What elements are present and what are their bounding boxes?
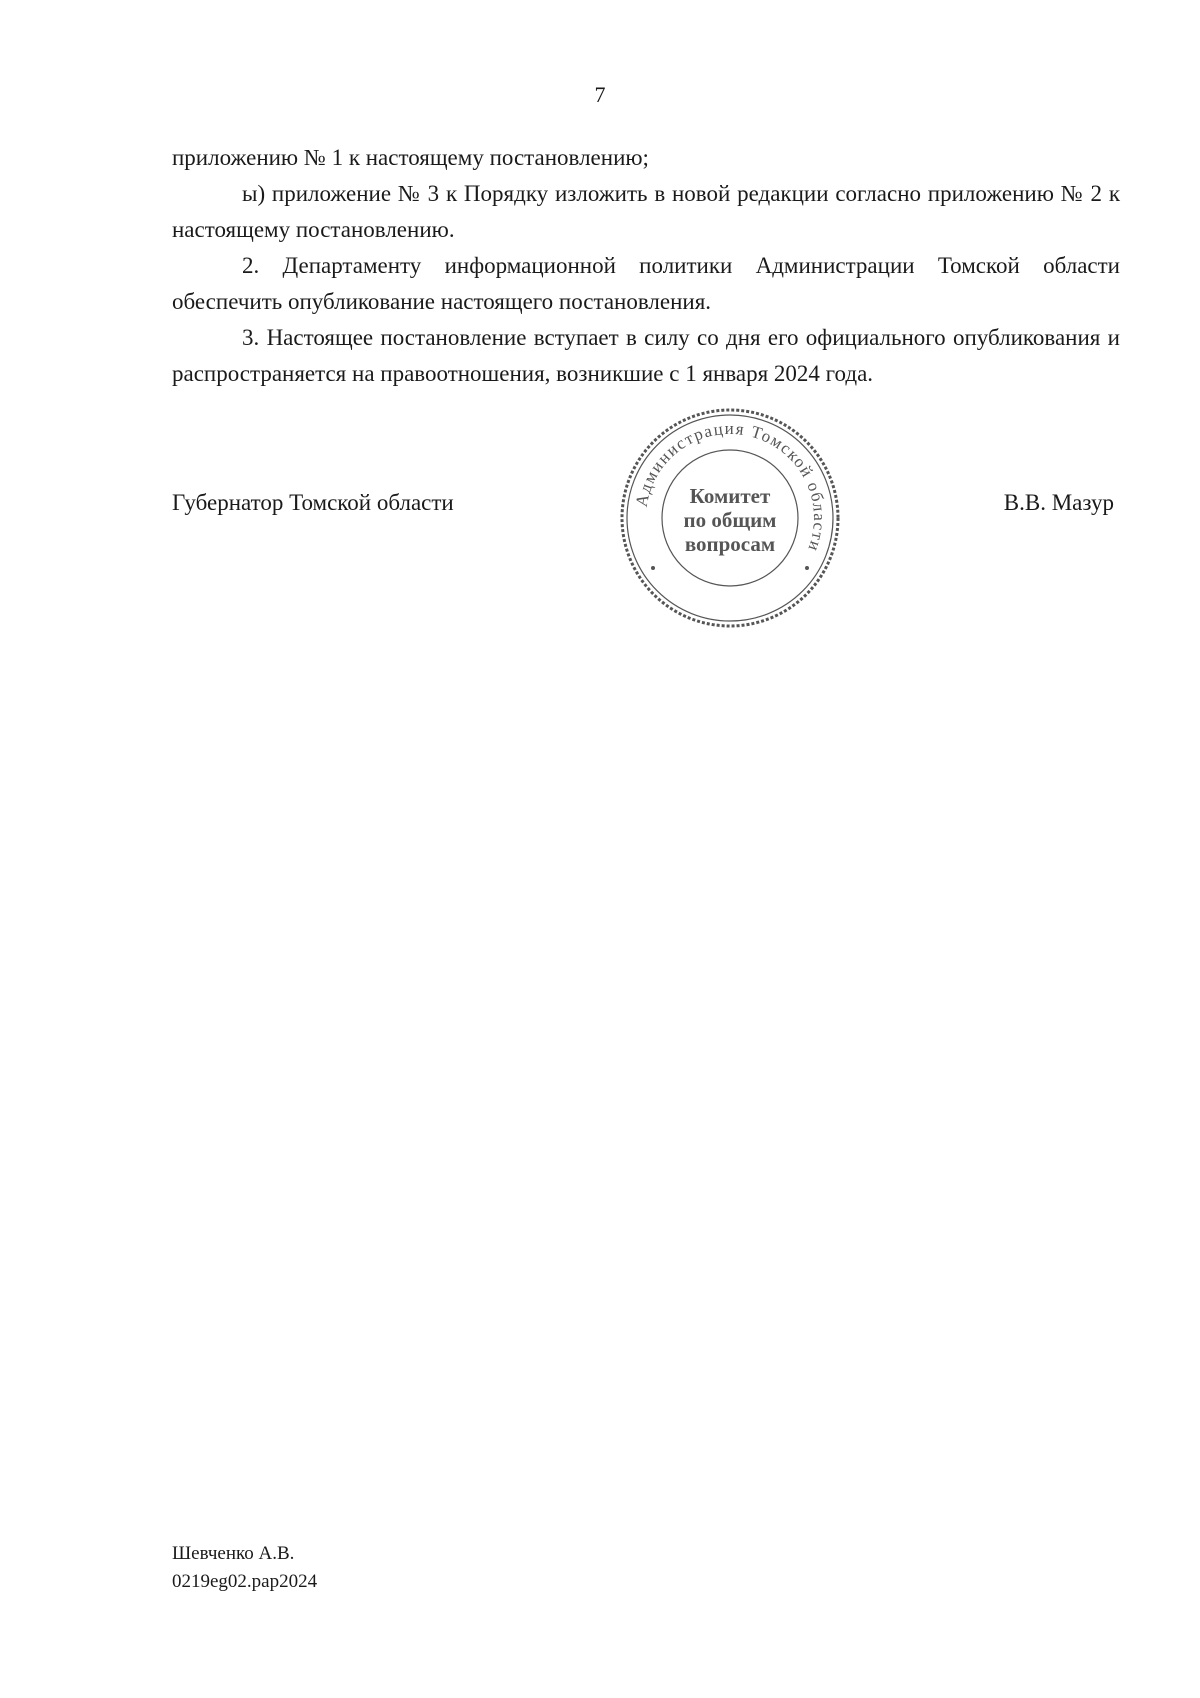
paragraph-item-3: 3. Настоящее постановление вступает в силу со дня его официального опубликования и распространяется на правоотношения, возникшие с 1 января 2024 года. [172,325,1120,386]
paragraph-continuation: приложению № 1 к настоящему постановлению; [172,145,649,170]
official-seal [615,403,845,633]
seal-center-line-2: по общим [683,508,777,532]
seal-ring-textpath: Администрация Томской области [631,418,830,555]
signer-name: В.В. Мазур [1003,490,1114,515]
footer-author: Шевченко А.В. [172,1543,295,1564]
seal-star-left [651,566,655,570]
page-number: 7 [594,82,606,107]
paragraph-item-y: ы) приложение № 3 к Порядку изложить в новой редакции согласно приложению № 2 к настоящему постановлению. [172,181,1120,242]
paragraph-item-2: 2. Департаменту информационной политики Администрации Томской области обеспечить опубликование настоящего постановления. [172,253,1120,314]
footer-file-code: 0219eg02.pap2024 [172,1571,318,1592]
document-footer [172,1540,317,1596]
seal-star-right [805,566,809,570]
document-body [172,140,1120,392]
seal-center-line-3: вопросам [684,532,776,556]
seal-center-line-1: Комитет [689,484,771,508]
signer-position: Губернатор Томской области [172,490,454,515]
